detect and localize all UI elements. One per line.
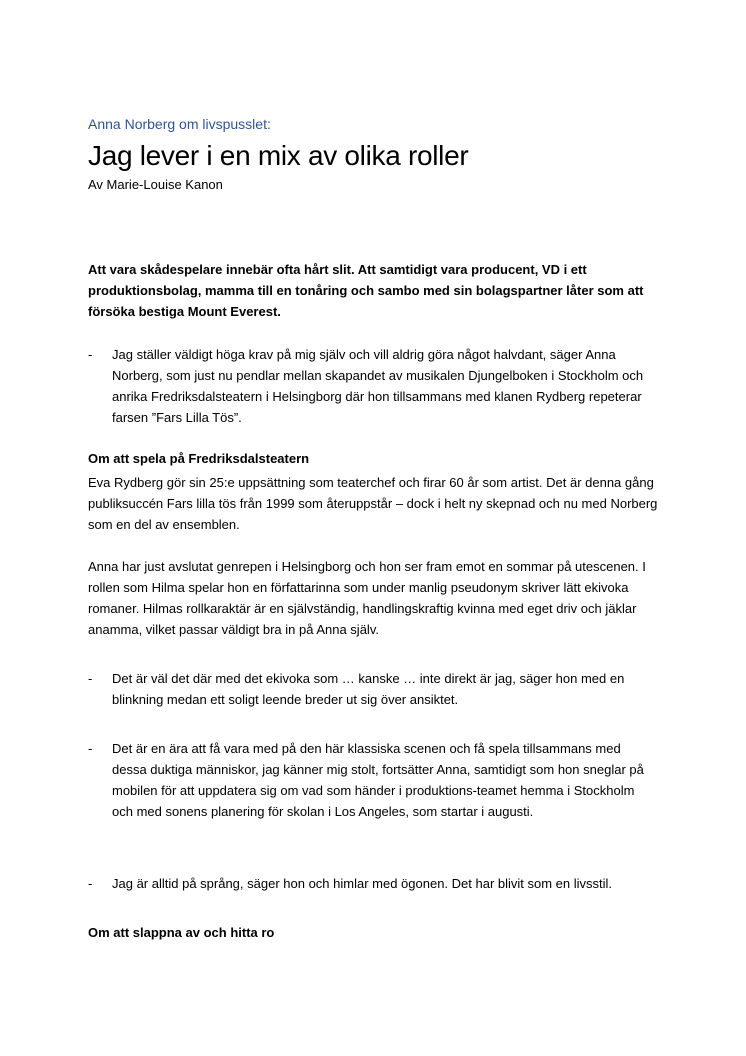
article-kicker: Anna Norberg om livspusslet: xyxy=(88,116,271,132)
quote-text: Det är en ära att få vara med på den här klassiska scenen och få spela tillsammans med dessa duktiga människor, jag känner mig stolt, fortsätter Anna, samtidigt som hon sneglar på mobilen för att uppdatera sig om vad som händer i produktions-teamet hemma i Stockholm och med sonens planering för skolan i Los Angeles, som startar i augusti. xyxy=(112,741,644,819)
dash-bullet: - xyxy=(88,741,93,756)
quote-paragraph xyxy=(88,738,658,822)
quote-text: Jag ställer väldigt höga krav på mig själv och vill aldrig göra något halvdant, säger Anna Norberg, som just nu pendlar mellan skapandet av musikalen Djungelboken i Stockholm och anrika Fredriksdalsteatern i Helsingborg där hon tillsammans med klanen Rydberg repeterar farsen ”Fars Lilla Tös”. xyxy=(112,347,644,425)
article-lead: Att vara skådespelare innebär ofta hårt slit. Att samtidigt vara producent, VD i ett produktionsbolag, mamma till en tonåring och sambo med sin bolagspartner låter som att försöka bestiga Mount Everest. xyxy=(88,262,644,319)
article-byline: Av Marie-Louise Kanon xyxy=(88,177,223,192)
section-heading: Om att slappna av och hitta ro xyxy=(88,925,275,940)
quote-paragraph xyxy=(88,344,658,428)
dash-bullet: - xyxy=(88,876,93,891)
section-heading: Om att spela på Fredriksdalsteatern xyxy=(88,451,310,466)
body-paragraph: Anna har just avslutat genrepen i Helsingborg och hon ser fram emot en sommar på utescenen. I rollen som Hilma spelar hon en författarinna som under manlig pseudonym skriver lätt ekivoka romaner. Hilmas rollkaraktär är en självständig, handlingskraftig kvinna med eget driv och jäklar anamma, vilket passar väldigt bra in på Anna själv. xyxy=(88,559,646,637)
quote-paragraph xyxy=(88,668,658,710)
quote-text: Det är väl det där med det ekivoka som … kanske … inte direkt är jag, säger hon med en blinkning medan ett soligt leende breder ut sig över ansiktet. xyxy=(112,671,625,707)
quote-text: Jag är alltid på språng, säger hon och himlar med ögonen. Det har blivit som en livsstil. xyxy=(112,876,613,891)
dash-bullet: - xyxy=(88,347,93,362)
article-title: Jag lever i en mix av olika roller xyxy=(88,140,469,171)
quote-paragraph xyxy=(88,873,658,894)
body-paragraph: Eva Rydberg gör sin 25:e uppsättning som teaterchef och firar 60 år som artist. Det är denna gång publiksuccén Fars lilla tös från 1999 som återuppstår – dock i helt ny skepnad och nu med Norberg som en del av ensemblen. xyxy=(88,475,658,532)
dash-bullet: - xyxy=(88,671,93,686)
